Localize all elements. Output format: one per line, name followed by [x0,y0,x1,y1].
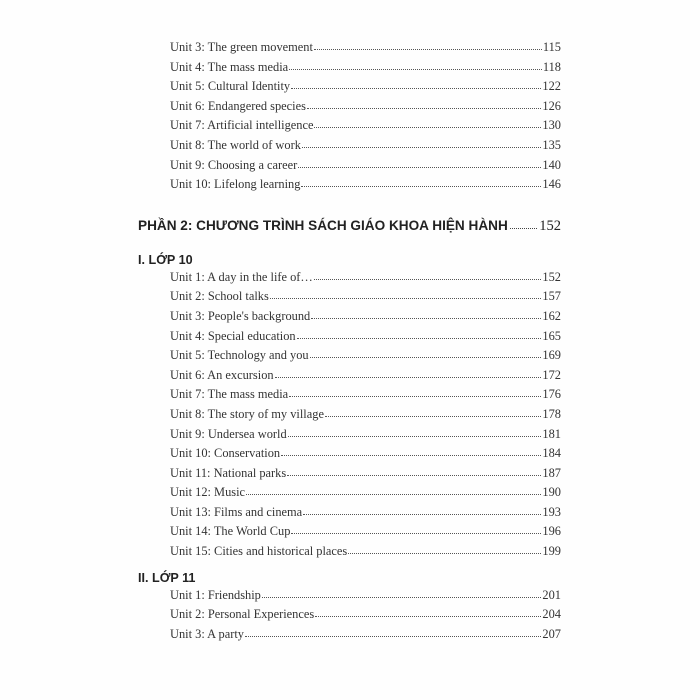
dot-leader [311,310,541,320]
dot-leader [246,486,541,496]
entry-page: 162 [542,308,561,323]
toc-entry [170,607,561,627]
entry-label: Unit 13: Films and cinema [170,504,303,519]
dot-leader [288,428,542,438]
entry-page: 126 [542,98,561,113]
grade-11-heading: II. LỚP 11 [138,570,196,585]
toc-entry [170,79,561,99]
entry-page: 115 [542,40,561,54]
toc-entry [170,40,561,60]
dot-leader [291,525,541,535]
grade-10-heading: I. LỚP 10 [138,252,193,267]
entry-label: Unit 6: Endangered species [170,98,306,113]
dot-leader [510,220,537,230]
entry-page: 207 [542,626,561,641]
dot-leader [287,467,541,477]
toc-entry [170,588,561,608]
toc-entry [170,407,561,427]
toc-entry [170,118,561,138]
entry-label: Unit 15: Cities and historical places [170,544,348,559]
entry-label: Unit 9: Choosing a career [170,157,298,172]
entry-page: 201 [542,587,561,602]
dot-leader [289,61,542,71]
toc-entry [170,138,561,158]
entry-label: Unit 8: The world of work [170,137,301,152]
dot-leader [281,447,541,457]
dot-leader [348,545,541,555]
dot-leader [245,628,541,638]
entry-page: 135 [542,137,561,152]
entry-page: 190 [542,485,561,500]
toc-entry [170,348,561,368]
entry-label: Unit 10: Conservation [170,446,281,461]
toc-entry [170,309,561,329]
toc-entry [170,446,561,466]
entry-label: Unit 10: Lifelong learning [170,177,301,192]
dot-leader [291,80,541,90]
entry-page: 176 [542,387,561,402]
entry-page: 181 [542,426,561,441]
toc-entry [170,466,561,486]
entry-page: 152 [542,269,561,284]
entry-page: 196 [542,524,561,539]
entry-label: Unit 6: An excursion [170,367,274,382]
dot-leader [310,349,542,359]
entry-page: 157 [542,289,561,304]
part-page: 152 [539,217,561,234]
dot-leader [270,290,542,300]
entry-page: 122 [542,79,561,94]
entry-page: 199 [542,544,561,559]
dot-leader [297,330,542,340]
toc-entry [170,524,561,544]
entry-page: 187 [542,465,561,480]
dot-leader [325,408,541,418]
dot-leader [275,369,542,379]
grade-11-entries [138,588,561,647]
entry-label: Unit 7: The mass media [170,387,289,402]
part-heading [138,218,561,242]
toc-entry [170,289,561,309]
entry-label: Unit 1: A day in the life of… [170,269,313,284]
table-of-contents [138,40,561,646]
entry-label: Unit 11: National parks [170,465,287,480]
entry-page: 140 [542,157,561,172]
entry-page: 165 [542,328,561,343]
entry-label: Unit 3: The green movement [170,40,313,54]
dot-leader [289,388,541,398]
toc-entry [170,99,561,119]
dot-leader [298,159,541,169]
entry-page: 169 [542,348,561,363]
entry-label: Unit 2: School talks [170,289,269,304]
dot-leader [315,608,541,618]
dot-leader [303,506,541,516]
entry-label: Unit 14: The World Cup [170,524,291,539]
dot-leader [314,119,541,129]
grade-10-entries [138,270,561,564]
toc-entry [170,485,561,505]
entry-page: 172 [542,367,561,382]
toc-entry [170,505,561,525]
dot-leader [307,100,541,110]
entry-page: 118 [542,59,561,74]
entry-label: Unit 7: Artificial intelligence [170,118,314,133]
entry-label: Unit 1: Friendship [170,587,261,602]
entry-label: Unit 3: People's background [170,308,311,323]
toc-entry [170,387,561,407]
entry-label: Unit 5: Cultural Identity [170,79,291,94]
entry-page: 184 [542,446,561,461]
dot-leader [314,271,542,281]
entry-label: Unit 12: Music [170,485,246,500]
toc-entry [170,158,561,178]
dot-leader [262,589,542,599]
part-title: PHẦN 2: CHƯƠNG TRÌNH SÁCH GIÁO KHOA HIỆN HÀNH [138,217,508,233]
entry-page: 146 [542,177,561,192]
entry-page: 193 [542,504,561,519]
toc-entry [170,368,561,388]
entry-page: 130 [542,118,561,133]
top-entries [138,40,561,197]
entry-page: 204 [542,607,561,622]
toc-entry [170,427,561,447]
entry-page: 178 [542,406,561,421]
toc-entry [170,627,561,647]
dot-leader [302,139,542,149]
entry-label: Unit 8: The story of my village [170,406,324,421]
entry-label: Unit 2: Personal Experiences [170,607,315,622]
toc-entry [170,544,561,564]
toc-entry [170,329,561,349]
dot-leader [301,178,541,188]
entry-label: Unit 4: The mass media [170,59,289,74]
toc-entry [170,177,561,197]
dot-leader [314,41,542,51]
toc-entry [170,270,561,290]
toc-entry [170,60,561,80]
entry-label: Unit 4: Special education [170,328,296,343]
entry-label: Unit 3: A party [170,626,244,641]
entry-label: Unit 9: Undersea world [170,426,287,441]
entry-label: Unit 5: Technology and you [170,348,309,363]
